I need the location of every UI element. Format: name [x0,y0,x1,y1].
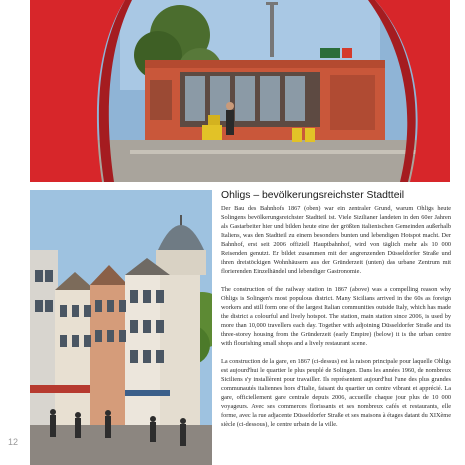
paragraph-french: La construction de la gare, en 1867 (ci-dessus) est la raison principale pour laquelle Ohligs est aujourd'hui le quartier le plus peuplé de Solingen. Dans les années 1960, de nombreux Siciliens s'y installèrent pour travailler. Ils représentent aujourd'hui l'une des plus grandes communautés italiennes hors d'Italie, faisant du quartier un centre vibrant et apprécié. La gare, officiellement gare centrale depuis 2006, accueille chaque jour plus de 10 000 voyageurs. Avec ses commerces florissants et ses nombreux cafés et restaurants, elle forme, avec la rue adjacente Düsseldorfer Straße et ses maisons à étages datant du XIXème siècle (ci-dessous), le centre urbain de la ville. [221,358,451,428]
station-photo [30,0,450,182]
page-number: 12 [8,437,19,447]
text-column [221,190,451,429]
paragraph-german: Der Bau des Bahnhofs 1867 (oben) war ein zentraler Grund, warum Ohligs heute Solingens bevölkerungsreichster Stadtteil ist. Viele Sizilianer landeten in den 60er Jahren als Gastarbeiter hier und bilden heute eine der größten italienischen Gemeinden außerhalb Italiens, was den Stadtteil zu einem besonders bunten und lebendigen Hotspot macht. Der Bahnhof, erst seit 2006 offiziell Hauptbahnhof, wird von täglich mehr als 10 000 Reisenden genutzt. Er bildet zusammen mit der angrenzenden Düsseldorfer Straße und ihren dreistöckigen Wohnhäusern aus der Gründerzeit (unten) das urbane Zentrum mit florierenden Einzelhändel und lebendiger Gastronomie. [221,205,451,275]
section-heading: Ohligs – bevölkerungsreichster Stadtteil [221,190,405,201]
street-photo [30,190,212,465]
paragraph-english: The construction of the railway station in 1867 (above) was a compelling reason why Ohligs is Solingen's most populous district. Many Sicilians arrived in the 60s as foreign workers and still form one of the largest Italian communities outside Italy, which has made the district a colourful and lively hotspot. The station, main station since 2006, is used by more than 10,000 travellers each day. Together with adjoining Düsseldorfer Straße and its three-storey housing from the Gründerzeit (early Empire) (below) it is the urban centre with flourishing small shops and a lively restaurant scene. [221,286,451,347]
